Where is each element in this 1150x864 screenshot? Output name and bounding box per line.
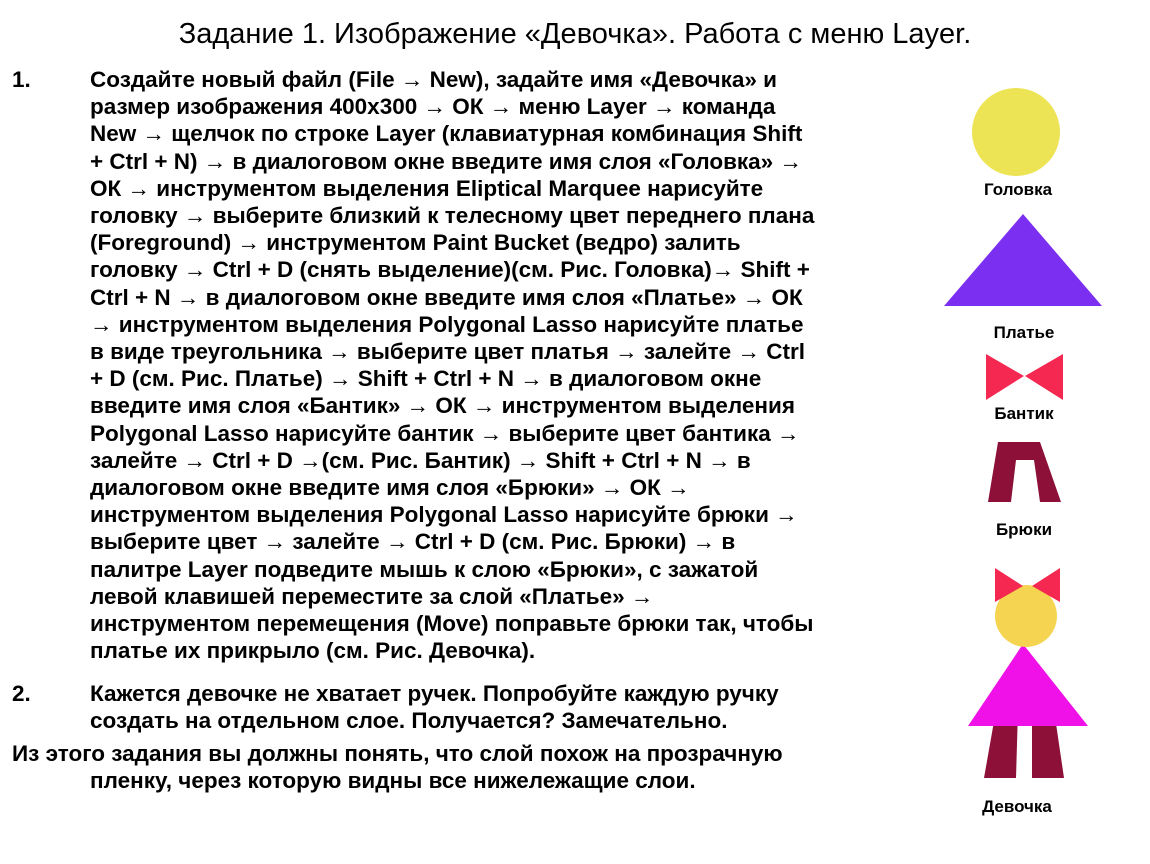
bow-left-wing [986, 354, 1024, 400]
dress-label: Платье [993, 323, 1055, 342]
bow-right-wing [1025, 354, 1063, 400]
pants-label: Брюки [995, 520, 1053, 539]
head-shape [972, 88, 1060, 176]
item-text: Создайте новый файл (File → New), задайте имя «Девочка» и размер изображения 400х300 → ОК → меню Layer → команда New → щелчок по строке Layer (клавиатурная комбинация Shift + Ctrl + N) → в диалоговом окне введите имя слоя «Головка» → ОК → инструментом выделения Eliptical Marquee нарисуйте головку → выберите близкий к телесному цвет переднего плана (Foreground) → инструментом Paint Bucket (ведро) залить головку → Ctrl + D (снять выделение)(см. Рис. Головка)→ Shift + Ctrl + N → в диалоговом окне введите имя слоя «Платье» → ОК → инструментом выделения Polygonal Lasso нарисуйте платье в виде треугольника → выберите цвет платья → залейте → Ctrl + D (см. Рис. Платье) → Shift + Ctrl + N → в диалоговом окне введите имя слоя «Бантик» → ОК → инструментом выделения Polygonal Lasso нарисуйте бантик → выберите цвет бантика → залейте → Ctrl + D →(см. Рис. Бантик) → Shift + Ctrl + N → в диалоговом окне введите имя слоя «Брюки» → ОК → инструментом выделения Polygonal Lasso нарисуйте брюки → выберите цвет → залейте → Ctrl + D (см. Рис. Брюки) → в палитре Layer подведите мышь к слою «Брюки», с зажатой левой клавишей переместите за слой «Платье» → инструментом перемещения (Move) поправьте брюки так, чтобы платье их прикрыло (см. Рис. Девочка). [90, 67, 815, 664]
dress-figure [944, 214, 1104, 309]
item-number: 2. [12, 681, 31, 706]
dress-shape [944, 214, 1102, 306]
pants-figure [986, 438, 1066, 504]
head-figure [970, 88, 1065, 183]
girl-figure [960, 560, 1100, 780]
bow-label: Бантик [994, 404, 1054, 423]
page-title: Задание 1. Изображение «Девочка». Работа с меню Layer. [178, 18, 972, 50]
girl-dress [968, 644, 1088, 726]
girl-label: Девочка [982, 797, 1052, 816]
conclusion-text: Из этого задания вы должны понять, что слой похож на прозрачную пленку, через которую видны все нижележащие слои. [12, 741, 783, 794]
head-label: Головка [983, 180, 1053, 199]
item-text: Кажется девочке не хватает ручек. Попробуйте каждую ручку создать на отдельном слое. Получается? Замечательно. [90, 681, 779, 734]
bow-figure [986, 354, 1066, 404]
item-number: 1. [12, 67, 31, 92]
pants-shape [988, 442, 1061, 502]
